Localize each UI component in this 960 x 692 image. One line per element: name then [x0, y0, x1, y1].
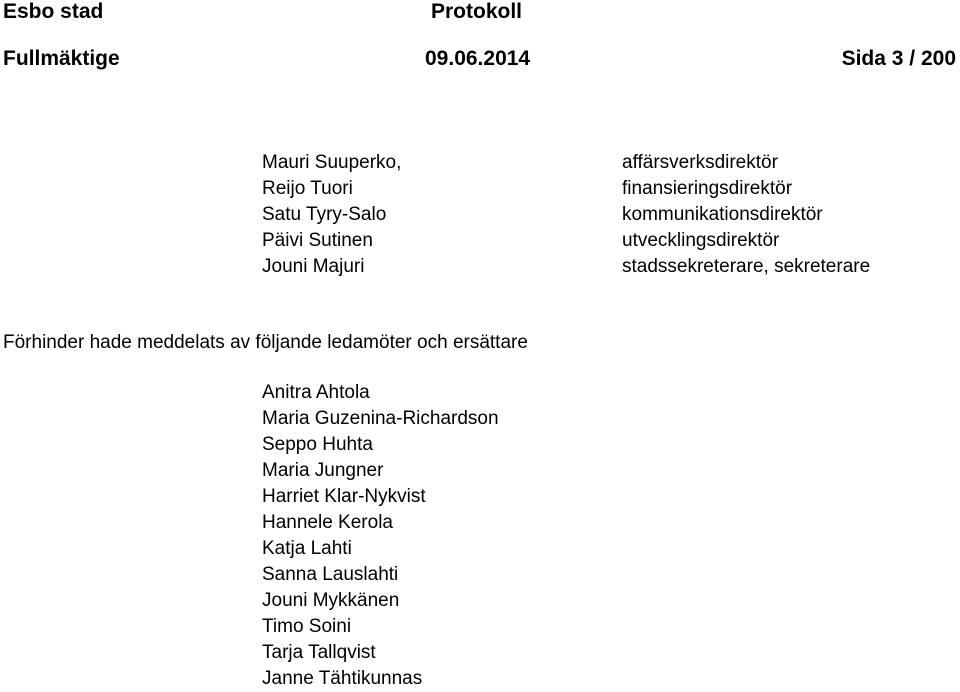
organization-name: Esbo stad — [3, 0, 104, 23]
official-title: utvecklingsdirektör — [622, 230, 780, 251]
official-name: Jouni Majuri — [262, 256, 365, 277]
official-name: Mauri Suuperko, — [262, 152, 402, 173]
official-name: Reijo Tuori — [262, 178, 353, 199]
absent-member: Janne Tähtikunnas — [262, 668, 423, 689]
absent-member: Hannele Kerola — [262, 512, 393, 533]
official-title: kommunikationsdirektör — [622, 204, 823, 225]
absent-member: Maria Jungner — [262, 460, 384, 481]
official-names-list — [262, 150, 401, 280]
absent-member: Jouni Mykkänen — [262, 590, 400, 611]
absent-member: Harriet Klar-Nykvist — [262, 486, 426, 507]
absent-member: Sanna Lauslahti — [262, 564, 399, 585]
official-titles-list — [622, 150, 870, 280]
absent-member: Tarja Tallqvist — [262, 642, 376, 663]
official-title: finansieringsdirektör — [622, 178, 793, 199]
absent-members-list — [262, 380, 499, 692]
official-title: stadssekreterare, sekreterare — [622, 256, 871, 277]
absent-member: Maria Guzenina-Richardson — [262, 408, 499, 429]
official-name: Satu Tyry-Salo — [262, 204, 387, 225]
meeting-date: 09.06.2014 — [425, 47, 531, 70]
page-number: Sida 3 / 200 — [841, 47, 956, 70]
official-name: Päivi Sutinen — [262, 230, 373, 251]
absent-member: Seppo Huhta — [262, 434, 373, 455]
document-type: Protokoll — [431, 0, 523, 23]
absent-member: Katja Lahti — [262, 538, 352, 559]
meeting-body: Fullmäktige — [3, 47, 120, 70]
official-title: affärsverksdirektör — [622, 152, 778, 173]
absent-member: Anitra Ahtola — [262, 382, 370, 403]
absent-member: Timo Soini — [262, 616, 352, 637]
absent-heading: Förhinder hade meddelats av följande ledamöter och ersättare — [3, 332, 528, 353]
